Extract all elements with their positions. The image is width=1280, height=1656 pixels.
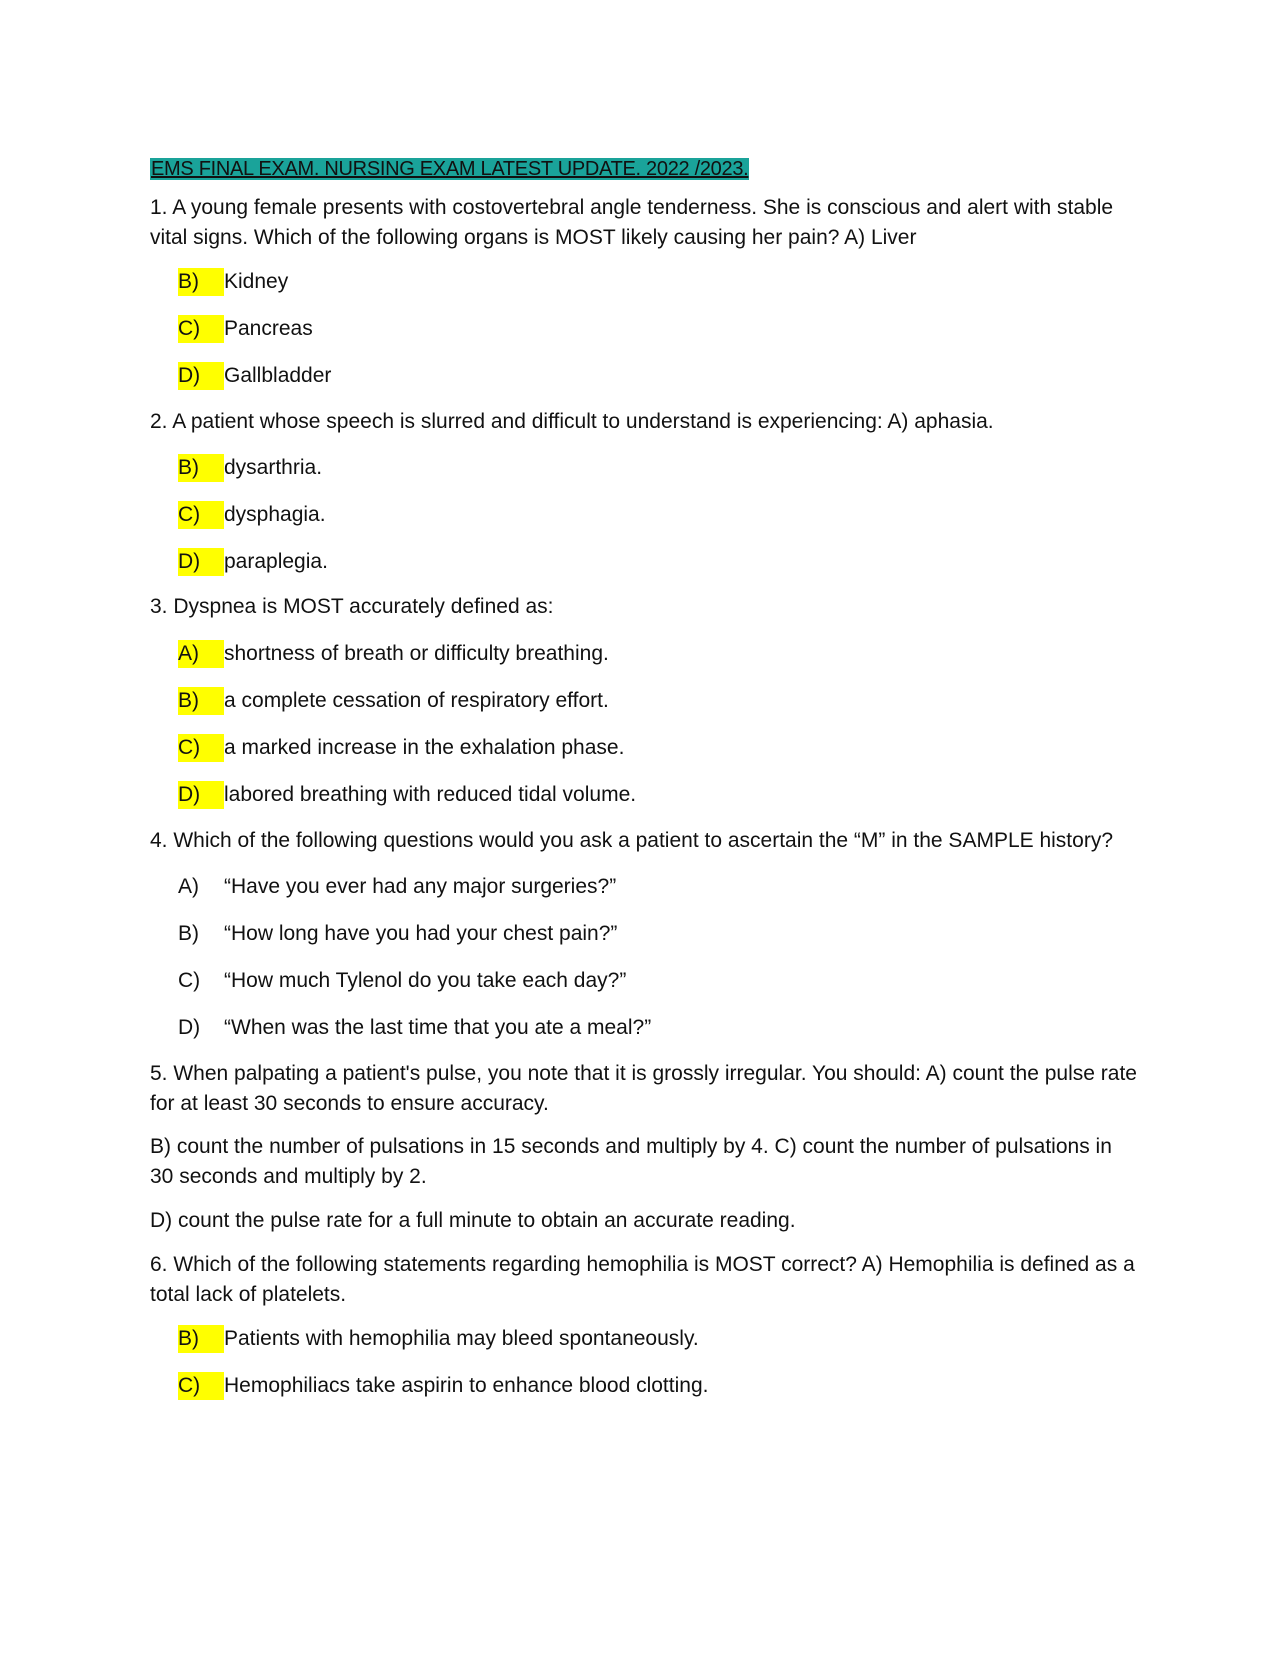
option-label: C) bbox=[178, 1372, 224, 1400]
option-text: Patients with hemophilia may bleed spontaneously. bbox=[224, 1327, 699, 1350]
question-3-option-a bbox=[178, 640, 609, 668]
option-label: D) bbox=[178, 362, 224, 390]
option-text: Pancreas bbox=[224, 317, 313, 340]
option-label: A) bbox=[178, 875, 199, 898]
option-text: “When was the last time that you ate a meal?” bbox=[224, 1016, 652, 1039]
question-4-option-d bbox=[178, 1014, 651, 1042]
option-label: C) bbox=[178, 501, 224, 529]
option-text: paraplegia. bbox=[224, 550, 328, 573]
option-label: C) bbox=[178, 969, 201, 992]
question-6-text: 6. Which of the following statements regarding hemophilia is MOST correct? A) Hemophilia is defined as a total lack of platelets. bbox=[150, 1253, 1135, 1306]
question-1-text: 1. A young female presents with costovertebral angle tenderness. She is conscious and alert with stable vital signs. Which of the following organs is MOST likely causing her pain? A) Liver bbox=[150, 196, 1114, 249]
option-label: C) bbox=[178, 734, 224, 762]
option-label: B) bbox=[178, 454, 224, 482]
document-title: EMS FINAL EXAM. NURSING EXAM LATEST UPDATE. 2022 /2023. bbox=[151, 158, 749, 180]
question-4-option-b bbox=[178, 920, 617, 948]
question-4-option-a bbox=[178, 873, 616, 901]
question-4-option-c bbox=[178, 967, 626, 995]
option-text: a complete cessation of respiratory effort. bbox=[224, 689, 609, 712]
question-2-text: 2. A patient whose speech is slurred and difficult to understand is experiencing: A) aphasia. bbox=[150, 410, 994, 433]
option-text: “How much Tylenol do you take each day?” bbox=[224, 969, 627, 992]
option-label: D) bbox=[178, 781, 224, 809]
question-1-option-c bbox=[178, 315, 313, 343]
option-text: Gallbladder bbox=[224, 364, 332, 387]
option-text: Kidney bbox=[224, 270, 289, 293]
question-5-text: 5. When palpating a patient's pulse, you note that it is grossly irregular. You should: A) count the pulse rate for at least 30 seconds to ensure accuracy. bbox=[150, 1062, 1137, 1115]
question-2-option-b bbox=[178, 454, 322, 482]
option-text: shortness of breath or difficulty breathing. bbox=[224, 642, 609, 665]
option-text: “Have you ever had any major surgeries?” bbox=[224, 875, 617, 898]
option-label: B) bbox=[178, 1325, 224, 1353]
option-label: A) bbox=[178, 640, 224, 668]
question-3-option-b bbox=[178, 687, 609, 715]
question-3-text: 3. Dyspnea is MOST accurately defined as: bbox=[150, 595, 554, 618]
question-5-para-2: B) count the number of pulsations in 15 seconds and multiply by 4. C) count the number of pulsations in 30 seconds and multiply by 2. bbox=[150, 1135, 1112, 1188]
question-6-option-b bbox=[178, 1325, 699, 1353]
question-6-option-c bbox=[178, 1372, 708, 1400]
question-3-option-d bbox=[178, 781, 636, 809]
question-2-option-d bbox=[178, 548, 328, 576]
option-text: labored breathing with reduced tidal volume. bbox=[224, 783, 637, 806]
question-5-para-3: D) count the pulse rate for a full minute to obtain an accurate reading. bbox=[150, 1209, 796, 1232]
question-3-option-c bbox=[178, 734, 624, 762]
option-text: Hemophiliacs take aspirin to enhance blood clotting. bbox=[224, 1374, 709, 1397]
question-4-text: 4. Which of the following questions would you ask a patient to ascertain the “M” in the SAMPLE history? bbox=[150, 829, 1113, 852]
question-1-option-b bbox=[178, 268, 288, 296]
option-label: B) bbox=[178, 922, 199, 945]
option-label: B) bbox=[178, 268, 224, 296]
option-text: dysarthria. bbox=[224, 456, 323, 479]
option-label: C) bbox=[178, 315, 224, 343]
option-label: B) bbox=[178, 687, 224, 715]
option-text: a marked increase in the exhalation phase. bbox=[224, 736, 625, 759]
option-text: dysphagia. bbox=[224, 503, 326, 526]
option-label: D) bbox=[178, 548, 224, 576]
question-2-option-c bbox=[178, 501, 326, 529]
question-1-option-d bbox=[178, 362, 331, 390]
option-label: D) bbox=[178, 1016, 201, 1039]
option-text: “How long have you had your chest pain?” bbox=[224, 922, 618, 945]
